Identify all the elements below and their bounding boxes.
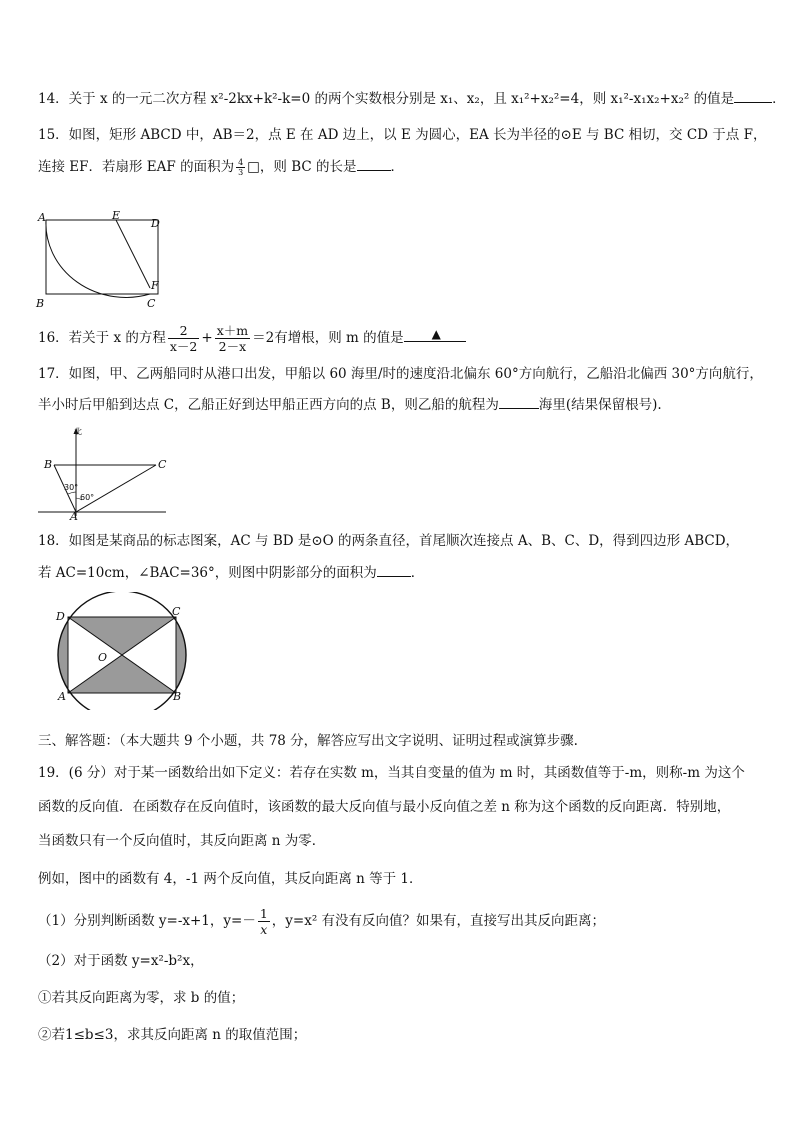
segment-ef xyxy=(116,220,150,288)
section-3-title: 三、解答题：（本大题共 9 个小题，共 78 分，解答应写出文字说明、证明过程或演算步骤. xyxy=(38,733,578,749)
label-b: B xyxy=(44,458,53,471)
label-b: B xyxy=(36,297,45,310)
question-19-line2: 函数的反向值．在函数存在反向值时，该函数的最大反向值与最小反向值之差 n 称为这个函数的反向距离．特别地， xyxy=(38,799,731,815)
q19-p1-num: 1 xyxy=(259,906,268,921)
q16-fraction-1 xyxy=(168,323,200,354)
q16-suffix: 有增根，则 m 的值是 xyxy=(274,330,404,346)
answer-blank xyxy=(734,88,772,103)
q15-fraction xyxy=(236,158,245,177)
question-19-line4: 例如，图中的函数有 4，-1 两个反向值，其反向距离 n 等于 1． xyxy=(38,871,423,887)
question-19-part1 xyxy=(38,906,605,937)
q15-figure-rectangle xyxy=(34,208,164,313)
q19-p1-fraction xyxy=(258,906,270,937)
question-19-line3: 当函数只有一个反向值时，其反向距离 n 为零． xyxy=(38,833,326,849)
q14-text: 14．关于 x 的一元二次方程 x²-2kx+k²-k=0 的两个实数根分别是 x₁、x₂，且 x₁²+x₂²=4，则 x₁²-x₁x₂+x₂² 的值是 xyxy=(38,91,735,107)
label-60deg: 60° xyxy=(80,493,95,502)
q15-text-a: 连接 EF．若扇形 EAF 的面积为 xyxy=(38,159,235,175)
triangle-mark: ▲ xyxy=(431,327,441,341)
q15-end: ． xyxy=(390,159,405,175)
q19-p1-a: （1）分别判断函数 y=-x+1，y=－ xyxy=(38,913,256,929)
label-30deg: 30° xyxy=(64,483,79,492)
q18-text: 若 AC=10cm，∠BAC=36°，则图中阴影部分的面积为 xyxy=(38,565,377,581)
arc-af xyxy=(46,220,150,297)
q19-p1-den: x xyxy=(260,922,268,937)
answer-blank xyxy=(404,327,466,342)
q15-frac-num: 4 xyxy=(238,158,244,167)
q17-end: 海里(结果保留根号). xyxy=(538,397,662,413)
angle-arc-30 xyxy=(68,492,76,494)
q18-figure-circle xyxy=(50,592,200,710)
label-b: B xyxy=(173,690,182,703)
question-18-line1: 18．如图是某商品的标志图案，AC 与 BD 是⊙O 的两条直径，首尾顺次连接点 A、B、C、D，得到四边形 ABCD， xyxy=(38,533,740,549)
label-e: E xyxy=(112,209,121,222)
q18-end: ． xyxy=(410,565,425,581)
answer-blank xyxy=(499,394,539,409)
label-a: A xyxy=(58,690,66,703)
question-19-part2-2: ②若1≤b≤3，求其反向距离 n 的取值范围； xyxy=(38,1027,307,1043)
q16-f1-num: 2 xyxy=(168,323,200,339)
question-14 xyxy=(38,88,786,109)
label-o: O xyxy=(98,651,108,664)
q14-end: ． xyxy=(772,91,786,107)
question-15-line2 xyxy=(38,156,404,177)
q16-fraction-2 xyxy=(215,323,250,354)
label-c: C xyxy=(147,297,156,310)
question-17-line1: 17．如图，甲、乙两船同时从港口出发，甲船以 60 海里/时的速度沿北偏东 60°方向航行，乙船沿北偏西 30°方向航行， xyxy=(38,366,763,382)
shaded-region xyxy=(50,617,200,693)
question-19-part2: （2）对于函数 y=x²-b²x， xyxy=(38,953,204,969)
q16-f2-num: x＋m xyxy=(216,323,249,338)
question-17-line2 xyxy=(38,394,662,415)
q19-p1-b: ，y=x² 有没有反向值？如果有，直接写出其反向距离； xyxy=(271,913,606,929)
q15-text-b: □，则 BC 的长是 xyxy=(247,159,357,175)
rectangle-abcd xyxy=(46,220,158,294)
label-d: D xyxy=(56,610,65,623)
label-north: 北 xyxy=(74,427,82,436)
question-15-line1: 15．如图，矩形 ABCD 中，AB＝2，点 E 在 AD 边上，以 E 为圆心，EA 长为半径的⊙E 与 BC 相切，交 CD 于点 F， xyxy=(38,127,767,143)
segment-ac xyxy=(76,465,156,512)
q16-f2-den: 2－x xyxy=(218,339,247,354)
label-c: C xyxy=(172,605,181,618)
label-a: A xyxy=(38,211,46,224)
label-a: A xyxy=(70,510,78,520)
q17-figure-bearings xyxy=(34,424,169,520)
q16-plus: + xyxy=(201,330,213,346)
answer-blank xyxy=(377,562,411,577)
q16-prefix: 16．若关于 x 的方程 xyxy=(38,330,166,346)
label-d: D xyxy=(151,217,160,230)
question-16 xyxy=(38,323,466,354)
question-18-line2 xyxy=(38,562,424,583)
question-19-line1: 19．(6 分）对于某一函数给出如下定义：若存在实数 m，当其自变量的值为 m 时，其函数值等于-m，则称-m 为这个 xyxy=(38,765,745,781)
label-c: C xyxy=(158,458,167,471)
question-19-part2-1: ①若其反向距离为零，求 b 的值； xyxy=(38,990,245,1006)
answer-blank xyxy=(357,156,391,171)
q17-text: 半小时后甲船到达点 C，乙船正好到达甲船正西方向的点 B，则乙船的航程为 xyxy=(38,397,499,413)
q15-frac-den: 3 xyxy=(238,168,244,177)
label-f: F xyxy=(151,279,159,292)
q16-eq: ＝2 xyxy=(252,330,275,346)
q16-f1-den: x－2 xyxy=(169,339,198,354)
